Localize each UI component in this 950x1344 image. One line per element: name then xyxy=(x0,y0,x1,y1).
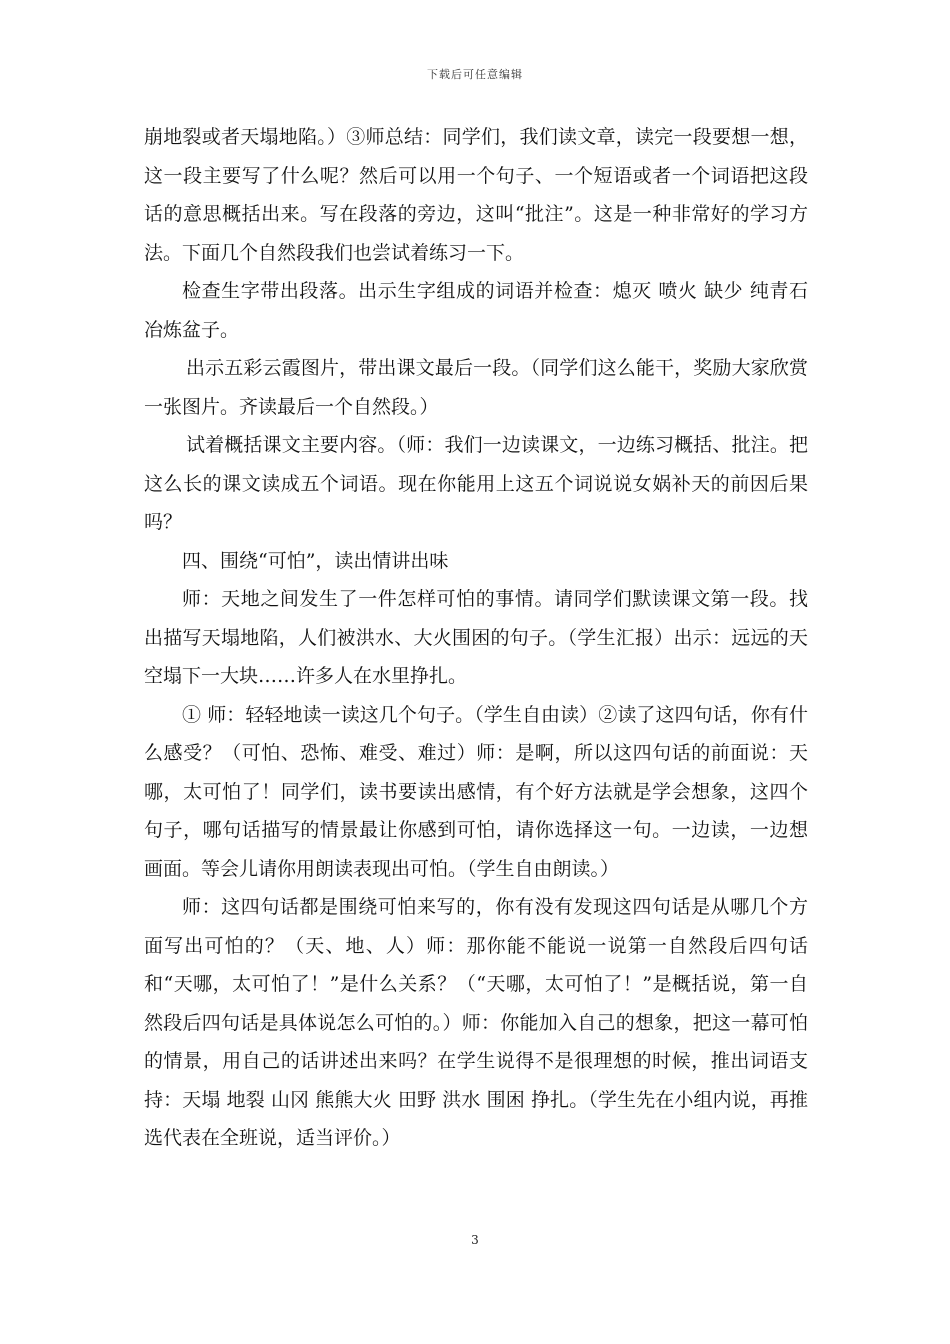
paragraph-show-picture: 出示五彩云霞图片，带出课文最后一段。（同学们这么能干，奖励大家欣赏一张图片。齐读最后一个自然段。） xyxy=(144,357,808,418)
page-header: 下载后可任意编辑 xyxy=(427,68,523,81)
page-number: 3 xyxy=(471,1233,479,1247)
paragraph-read-aloud: ① 师：轻轻地读一读这几个句子。（学生自由读）②读了这四句话，你有什么感受？（可怕、恐怖、难受、难过）师：是啊，所以这四句话的前面说：天哪，太可怕了！同学们，读书要读出感情，有个好方法就是学会想象，这四个句子，哪句话描写的情景最让你感到可怕，请你选择这一句。一边读，一边想画面。等会儿请你用朗读表现出可怕。（学生自由朗读。） xyxy=(144,703,808,880)
paragraph-continuation: 崩地裂或者天塌地陷。）③师总结：同学们，我们读文章，读完一段要想一想，这一段主要写了什么呢？然后可以用一个句子、一个短语或者一个词语把这段话的意思概括出来。写在段落的旁边，这叫“批注”。这是一种非常好的学习方法。下面几个自然段我们也尝试着练习一下。 xyxy=(144,126,808,264)
section-heading-four: 四、围绕“可怕”，读出情讲出味 xyxy=(182,549,449,572)
paragraph-silent-reading: 师：天地之间发生了一件怎样可怕的事情。请同学们默读课文第一段。找出描写天塌地陷，人们被洪水、大火围困的句子。（学生汇报）出示：远远的天空塌下一大块……许多人在水里挣扎。 xyxy=(144,588,808,687)
paragraph-summarize: 试着概括课文主要内容。（师：我们一边读课文，一边练习概括、批注。把这么长的课文读成五个词语。现在你能用上这五个词说说女娲补天的前因后果吗？ xyxy=(144,434,808,533)
paragraph-four-sentences: 师：这四句话都是围绕可怕来写的，你有没有发现这四句话是从哪几个方面写出可怕的？（天、地、人）师：那你能不能说一说第一自然段后四句话和“天哪，太可怕了！”是什么关系？（“天哪，太可怕了！”是概括说，第一自然段后四句话是具体说怎么可怕的。）师：你能加入自己的想象，把这一幕可怕的情景，用自己的话讲述出来吗？在学生说得不是很理想的时候，推出词语支持：天塌 地裂 山冈 熊熊大火 田野 洪水 围困 挣扎。（学生先在小组内说，再推选代表在全班说，适当评价。） xyxy=(144,896,808,1149)
paragraph-check-characters: 检查生字带出段落。出示生字组成的词语并检查：熄灭 喷火 缺少 纯青石 冶炼盆子。 xyxy=(144,280,808,341)
document-body xyxy=(144,118,808,1158)
